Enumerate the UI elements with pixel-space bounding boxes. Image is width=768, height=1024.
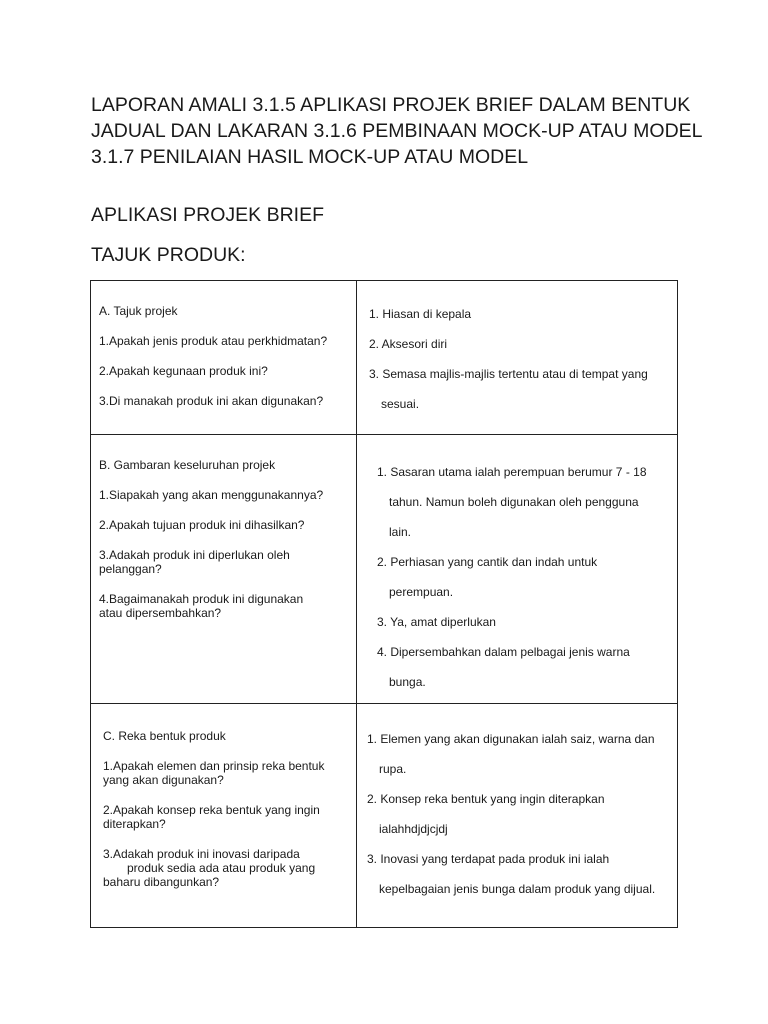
question-c-2-line1: 2.Apakah konsep reka bentuk yang ingin [103,803,320,817]
question-c-3 [103,847,351,889]
question-c-3-line3: baharu dibangunkan? [103,875,220,889]
question-c-1 [103,759,351,787]
report-title-line-2: JADUAL DAN LAKARAN 3.1.6 PEMBINAAN MOCK-UP ATAU MODEL [91,120,703,142]
question-c-2-line2: diterapkan? [103,817,166,831]
table-cell-answer-c [367,724,675,904]
question-b-4-line2: atau dipersembahkan? [99,606,222,620]
question-c-1-line2: yang akan digunakan? [103,773,224,787]
question-a-2: 2.Apakah kegunaan produk ini? [99,364,268,378]
question-c-3-line2: produk sedia ada atau produk yang [127,861,316,875]
row-divider-2 [91,703,677,704]
answer-b-1-cont2: lain. [389,525,412,539]
answer-b-3: 3. Ya, amat diperlukan [377,615,496,629]
report-title-line-3: 3.1.7 PENILAIAN HASIL MOCK-UP ATAU MODEL [91,146,529,168]
answer-b-1: 1. Sasaran utama ialah perempuan berumur 7 - 18 [377,465,647,479]
answer-c-2: 2. Konsep reka bentuk yang ingin diterapkan [367,792,605,806]
table-cell-question-a [99,304,349,424]
section-a-heading: A. Tajuk projek [99,304,178,318]
answer-a-1: 1. Hiasan di kepala [369,307,472,321]
answer-c-1: 1. Elemen yang akan digunakan ialah saiz, warna dan [367,732,655,746]
table-cell-question-c [103,729,351,905]
question-c-3-line1: 3.Adakah produk ini inovasi daripada [103,847,300,861]
row-divider-1 [91,434,677,435]
question-b-3 [99,548,349,576]
table-cell-answer-a [369,299,674,419]
answer-c-1-cont: rupa. [379,762,407,776]
table-cell-answer-b [377,457,672,697]
report-title-line-1: LAPORAN AMALI 3.1.5 APLIKASI PROJEK BRIEF DALAM BENTUK [91,94,691,116]
question-b-4 [99,592,349,620]
question-b-1: 1.Siapakah yang akan menggunakannya? [99,488,324,502]
answer-c-2-cont: ialahhdjdjcjdj [379,822,448,836]
answer-b-1-cont: tahun. Namun boleh digunakan oleh pengguna [389,495,639,509]
answer-b-2: 2. Perhiasan yang cantik dan indah untuk [377,555,598,569]
answer-c-3: 3. Inovasi yang terdapat pada produk ini ialah [367,852,610,866]
answer-c-3-cont: kepelbagaian jenis bunga dalam produk yang dijual. [379,882,656,896]
report-title [91,92,703,170]
answer-a-2: 2. Aksesori diri [369,337,448,351]
question-a-3: 3.Di manakah produk ini akan digunakan? [99,394,324,408]
question-b-3-line2: pelanggan? [99,562,162,576]
project-brief-table [90,280,678,928]
question-c-1-line1: 1.Apakah elemen dan prinsip reka bentuk [103,759,325,773]
answer-a-3: 3. Semasa majlis-majlis tertentu atau di tempat yang [369,367,648,381]
answer-a-3-cont: sesuai. [381,397,420,411]
question-b-4-line1: 4.Bagaimanakah produk ini digunakan [99,592,304,606]
section-b-heading: B. Gambaran keseluruhan projek [99,458,276,472]
question-c-2 [103,803,351,831]
section-heading: APLIKASI PROJEK BRIEF [91,204,324,226]
question-a-1: 1.Apakah jenis produk atau perkhidmatan? [99,334,328,348]
question-b-2: 2.Apakah tujuan produk ini dihasilkan? [99,518,305,532]
answer-b-4: 4. Dipersembahkan dalam pelbagai jenis warna [377,645,630,659]
answer-b-4-cont: bunga. [389,675,426,689]
answer-b-2-cont: perempuan. [389,585,454,599]
product-title-label: TAJUK PRODUK: [91,244,246,266]
question-b-3-line1: 3.Adakah produk ini diperlukan oleh [99,548,290,562]
column-divider [356,281,357,927]
section-c-heading: C. Reka bentuk produk [103,729,226,743]
table-cell-question-b [99,458,349,636]
